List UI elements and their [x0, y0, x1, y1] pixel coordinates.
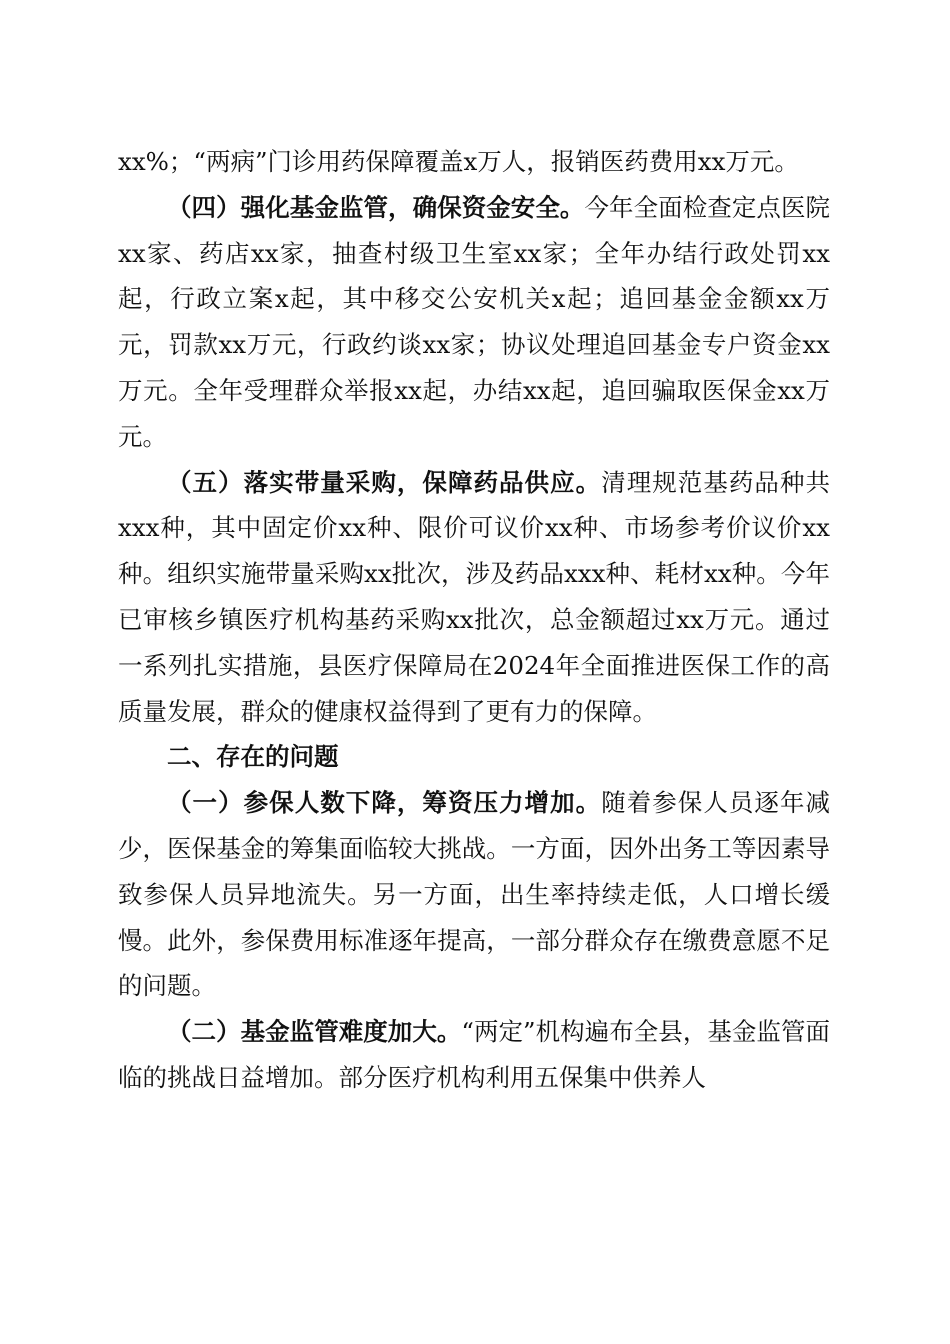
paragraph-lead: （二）基金监管难度加大。 — [167, 1017, 462, 1047]
paragraph-text: xx%；“两病”门诊用药保障覆盖x万人，报销医药费用xx万元。 — [118, 147, 799, 176]
paragraph-lead: （五）落实带量采购，保障药品供应。 — [167, 467, 602, 497]
paragraph-text: “两定”机构遍布全县，基金监管面临的挑战日益增加。部分医疗机构利用五保集中供养人 — [118, 1017, 830, 1092]
paragraph-text: 随着参保人员逐年减少，医保基金的筹集面临较大挑战。一方面，因外出务工等因素导致参保人员异地流失。另一方面，出生率持续走低，人口增长缓慢。此外，参保费用标准逐年提高，一部分群众存在缴费意愿不足的问题。 — [118, 788, 831, 1001]
paragraph-lead: （四）强化基金监管，确保资金安全。 — [167, 192, 585, 222]
paragraph-volume-procurement — [118, 460, 830, 735]
paragraph-continuation — [118, 139, 830, 185]
paragraph-text: 清理规范基药品种共xxx种，其中固定价xx种、限价可议价xx种、市场参考价议价xx种。组织实施带量采购xx批次，涉及药品xxx种、耗材xx种。今年已审核乡镇医疗机构基药采购xx批次，总金额超过xx万元。通过一系列扎实措施，县医疗保障局在2024年全面推进医保工作的高质量发展，群众的健康权益得到了更有力的保障。 — [118, 467, 831, 726]
paragraph-text: 今年全面检查定点医院xx家、药店xx家，抽查村级卫生室xx家；全年办结行政处罚xx起，行政立案x起，其中移交公安机关x起；追回基金金额xx万元，罚款xx万元，行政约谈xx家；协议处理追回基金专户资金xx万元。全年受理群众举报xx起，办结xx起，追回骗取医保金xx万元。 — [118, 192, 831, 451]
paragraph-enrollment-decline — [118, 780, 830, 1009]
paragraph-supervision-difficulty — [118, 1009, 830, 1101]
document-body — [118, 139, 830, 1101]
paragraph-lead: （一）参保人数下降，筹资压力增加。 — [167, 788, 602, 818]
paragraph-fund-supervision — [118, 185, 830, 460]
section-title: 二、存在的问题 — [167, 742, 339, 772]
